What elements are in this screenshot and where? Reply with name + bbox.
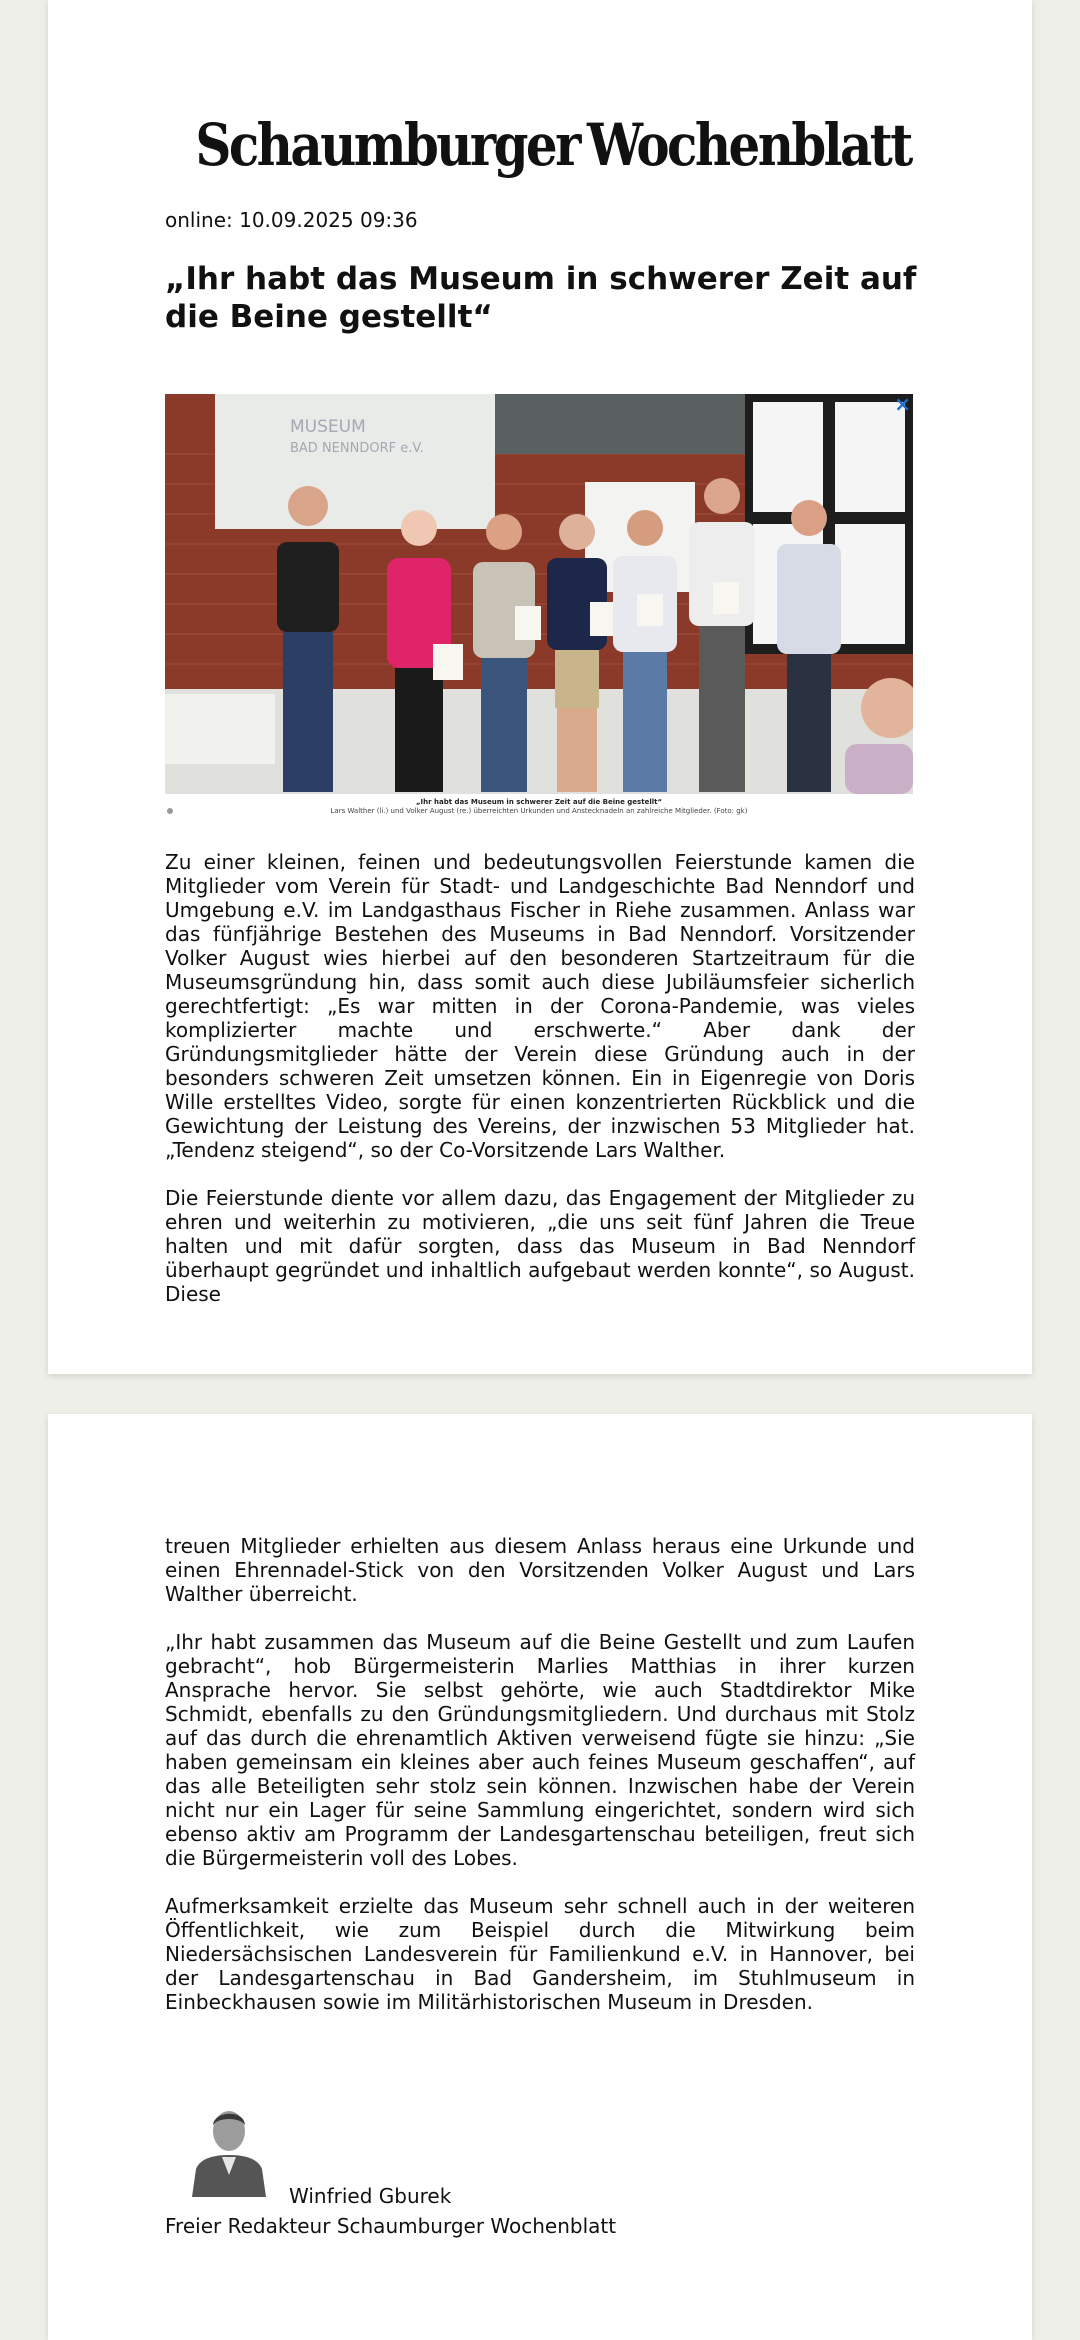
article-dateline: online: 10.09.2025 09:36 — [165, 208, 418, 232]
article-photo[interactable] — [165, 394, 913, 818]
close-icon[interactable]: × — [894, 394, 911, 416]
page-2 — [48, 1414, 1032, 2340]
article-paragraph: Aufmerksamkeit erzielte das Museum sehr schnell auch in der weiteren Öffentlichkeit, wie zum Beispiel durch die Mitwirkung beim Niedersächsischen Landesverein für Familienkund e.V. in Hannover, bei der Landesgartenschau in Bad Gandersheim, im Stuhlmuseum in Einbeckhausen sowie im Militärhistorischen Museum in Dresden. — [165, 1894, 915, 2014]
article-paragraph: treuen Mitglieder erhielten aus diesem Anlass heraus eine Urkunde und einen Ehrennadel-Stick von den Vorsitzenden Volker August und Lars Walther überreicht. — [165, 1534, 915, 1606]
page-1 — [48, 0, 1032, 1374]
author-name: Winfried Gburek — [289, 2184, 452, 2208]
article-paragraph: Zu einer kleinen, feinen und bedeutungsvollen Feierstunde kamen die Mitglieder vom Verein für Stadt- und Landgeschichte Bad Nenndorf und Umgebung e.V. im Landgasthaus Fischer in Riehe zusammen. Anlass war das fünfjährige Bestehen des Museums in Bad Nenndorf. Vorsitzender Volker August wies hierbei auf den besonderen Startzeitraum für die Museumsgründung hin, dass somit auch diese Jubiläumsfeier sicherlich gerechtfertigt: „Es war mitten in der Corona-Pandemie, was vieles komplizierter machte und erschwerte.“ Aber dank der Gründungsmitglieder hätte der Verein diese Gründung auch in der besonders schweren Zeit umsetzen können. Ein in Eigenregie von Doris Wille erstelltes Video, sorgte für einen konzentrierten Rückblick und die Gewichtung der Leistung des Vereins, der inzwischen 53 Mitglieder hat. „Tendenz steigend“, so der Co-Vorsitzende Lars Walther. — [165, 850, 915, 1162]
article-paragraph: „Ihr habt zusammen das Museum auf die Beine Gestellt und zum Laufen gebracht“, hob Bürgermeisterin Marlies Matthias in ihrer kurzen Ansprache hervor. Sie selbst gehörte, wie auch Stadtdirektor Mike Schmidt, ebenfalls zu den Gründungsmitgliedern. Und durchaus mit Stolz auf das durch die ehrenamtlich Aktiven verweisend fügte sie hinzu: „Sie haben gemeinsam ein kleines aber auch feines Museum geschaffen“, auf das alle Beteiligten sehr stolz sein können. Inzwischen habe der Verein nicht nur ein Lager für seine Sammlung eingerichtet, sondern wird sich ebenso aktiv am Programm der Landesgartenschau beteiligen, freut sich die Bürgermeisterin voll des Lobes. — [165, 1630, 915, 1870]
author-role: Freier Redakteur Schaumburger Wochenblatt — [165, 2214, 617, 2238]
museum-sign-line1: MUSEUM — [290, 417, 366, 437]
photo-caption-title: „Ihr habt das Museum in schwerer Zeit auf die Beine gestellt“ — [415, 798, 663, 806]
article-headline: „Ihr habt das Museum in schwerer Zeit auf die Beine gestellt“ — [165, 261, 917, 335]
newspaper-logo — [164, 95, 932, 195]
author-avatar — [188, 2097, 270, 2197]
photo-caption-text: Lars Walther (li.) und Volker August (re.) überreichten Urkunden und Anstecknadeln an zahlreiche Mitglieder. (Foto: gk) — [330, 807, 748, 815]
logo-text-left: Schaumburger — [195, 111, 579, 179]
museum-sign-line2: BAD NENNDORF e.V. — [290, 441, 424, 456]
logo-text-right: Wochenblatt — [586, 111, 911, 179]
group-photo-image — [165, 394, 913, 818]
article-paragraph: Die Feierstunde diente vor allem dazu, das Engagement der Mitglieder zu ehren und weiterhin zu motivieren, „die uns seit fünf Jahren die Treue halten und mit dafür sorgten, dass das Museum in Bad Nenndorf überhaupt gegründet und inhaltlich aufgebaut werden konnte“, so August. Diese — [165, 1186, 915, 1306]
